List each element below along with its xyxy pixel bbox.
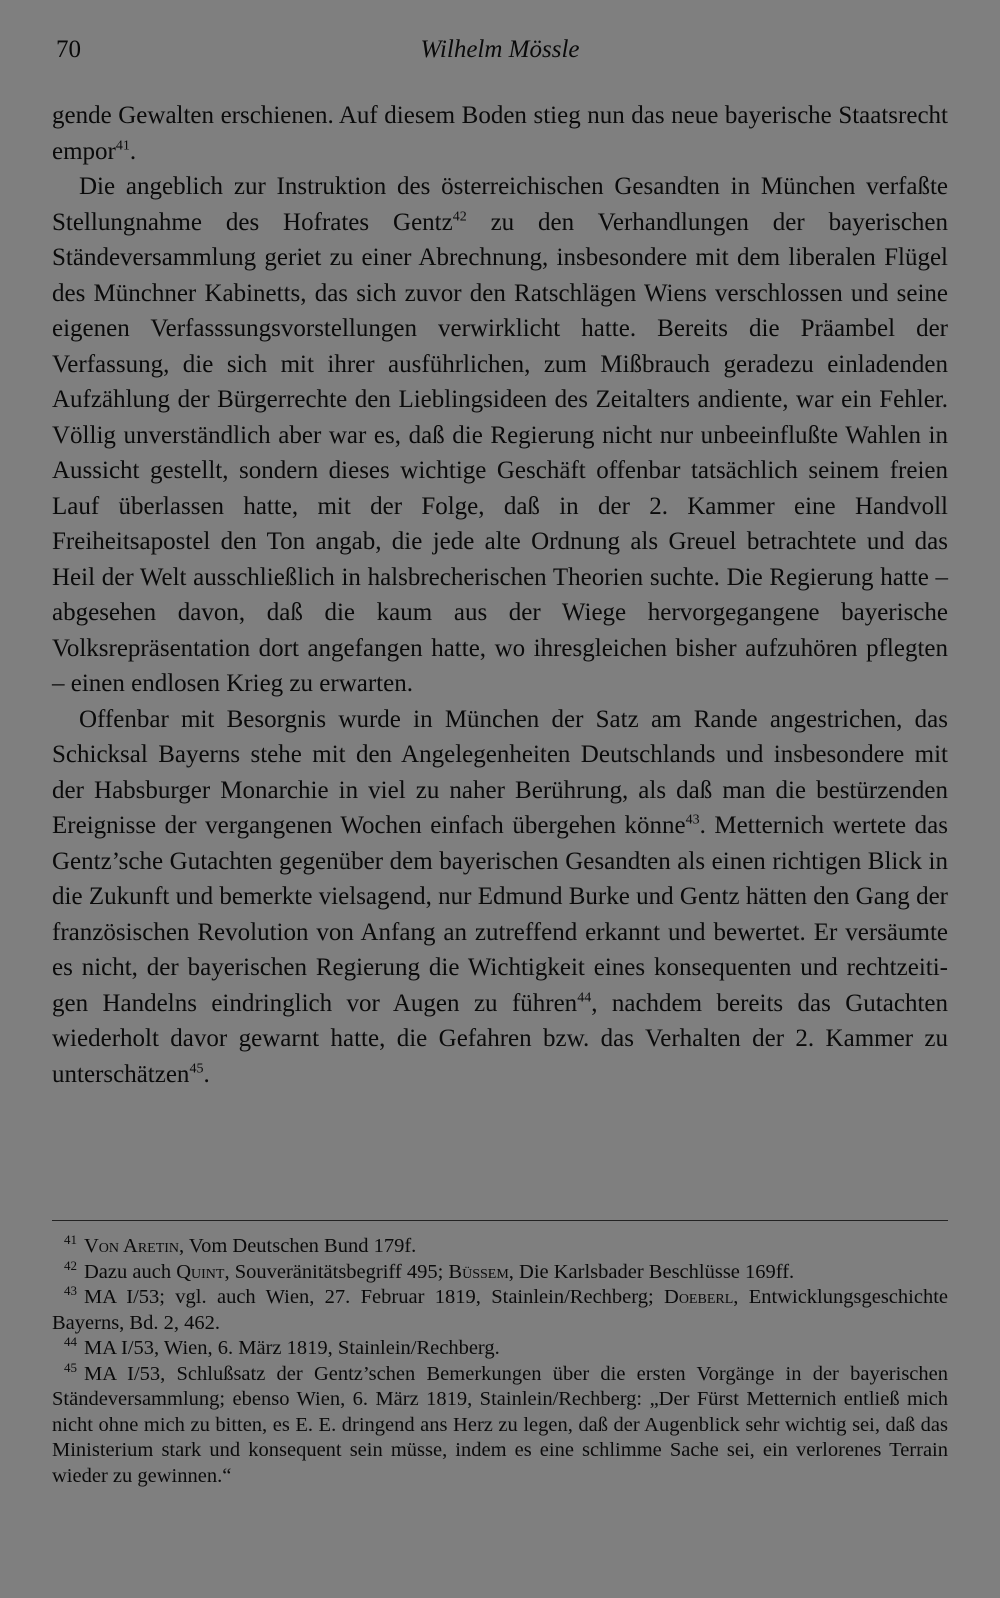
footnote-author: Quint [176, 1260, 225, 1283]
main-text [52, 98, 948, 1092]
footnote-41 [52, 1234, 948, 1260]
footnotes [52, 1234, 948, 1489]
paragraph-3-d: . [203, 1060, 210, 1088]
footnote-44 [52, 1336, 948, 1362]
footnote-text: , Entwicklungsgeschichte Bayerns, Bd. 2, 462. [52, 1286, 948, 1334]
footnote-ref-44[interactable]: 44 [577, 990, 592, 1006]
footnote-ref-41[interactable]: 41 [115, 138, 130, 154]
footnote-author: Von Aretin [84, 1235, 180, 1257]
footnote-text: , Die Karlsbader Beschlüsse 169ff. [508, 1260, 795, 1283]
paragraph-3-a: Offenbar mit Besorgnis wurde in München der Satz am Rande angestrichen, das Schicksal Bayerns stehe mit den Angelegenheiten Deutschlands und insbesondere mit der Habsburger Monarchie in viel zu naher Berührung, als daß man die bestürzenden Ereignisse der vergangenen Wochen einfach übergehen könne [52, 705, 948, 839]
footnote-pre: Dazu auch [84, 1260, 177, 1283]
paragraph-1-tail: . [129, 137, 137, 165]
footnote-ref-42[interactable]: 42 [452, 209, 467, 225]
paragraph-2-b: zu den Verhandlungen der bayerischen Ständeversammlung geriet zu einer Abrechnung, insbesondere mit dem liberalen Flügel des Münchner Kabinetts, das sich zuvor den Ratschlägen Wiens verschlossen und seine eigenen Verfasssungsvorstellungen verwirklicht hatte. Bereits die Präambel der Verfassung, die sich mit ihrer ausführlichen, zum Mißbrauch geradezu einladenden Aufzählung der Bürgerrechte den Lieblingsideen des Zeitalters andiente, war ein Fehler. Völlig unverständlich aber war es, daß die Regierung nicht nur unbeeinflußte Wahlen in Aussicht gestellt, sondern dieses wichtige Geschäft offenbar tatsächlich seinem freien Lauf überlassen hatte, mit der Folge, daß in der 2. Kammer eine Handvoll Freiheitsapostel den Ton angab, die jede alte Ordnung als Greuel betrachtete und das Heil der Welt ausschließlich in halsbrecherischen Theorien suchte. Die Regierung hatte – abgesehen davon, daß die kaum aus der Wiege hervorgegangene bayerische Volksrepräsentation dort angefangen hatte, wo ihresgleichen bisher aufzuhören pflegten – einen endlosen Krieg zu erwarten. [52, 208, 948, 697]
paragraph-2-a: Die angeblich zur Instruktion des österreichischen Gesandten in München verfaßte Stellungnahme des Hofrates Gentz [52, 173, 948, 236]
footnote-ref-45[interactable]: 45 [189, 1061, 204, 1077]
paragraph-3-b: . Metternich wertete das Gentz’sche Gutachten gegenüber dem bayerischen Gesandten als einen richtigen Blick in die Zukunft und bemerkte vielsagend, nur Edmund Burke und Gentz hätten den Gang der französischen Revolution von Anfang an zutreffend erkannt und bewertet. Er versäumte es nicht, der bayerischen Regierung die Wichtigkeit eines konsequenten und rechtzeitigen Handelns eindringlich vor Augen zu führen [52, 812, 948, 1017]
footnote-42 [52, 1257, 948, 1286]
running-head: Wilhelm Mössle [420, 36, 580, 63]
footnote-45 [52, 1359, 948, 1490]
paragraph-3 [52, 702, 948, 1093]
footnote-43 [52, 1285, 948, 1336]
paragraph-2 [52, 169, 948, 702]
footnote-text: MA I/53, Wien, 6. März 1819, Stainlein/Rechberg. [84, 1337, 500, 1359]
footnote-number: 41 [64, 1232, 77, 1248]
footnote-author-2: Büssem [448, 1260, 509, 1283]
paragraph-3-c: , nachdem bereits das Gutachten wiederholt davor gewarnt hatte, die Gefahren bzw. das Verhalten der 2. Kammer zu unterschätzen [52, 989, 948, 1088]
footnote-number: 42 [64, 1257, 77, 1273]
footnote-text: MA I/53, Schlußsatz der Gentz’schen Bemerkungen über die ersten Vorgänge in der bayerischen Ständeversammlung; ebenso Wien, 6. März 1819, Stainlein/Rechberg: „Der Fürst Metternich entließ mich nicht ohne mich zu bitten, es E. E. dringend ans Herz zu legen, daß der Augenblick sehr wichtig sei, daß das Ministerium stark und konsequent sein müsse, indem es eine schlimme Sache sei, ein verlorenes Terrain wieder zu gewinnen.“ [52, 1362, 948, 1487]
paragraph-1-text: gende Gewalten erschienen. Auf diesem Boden stieg nun das neue bayerische Staatsrecht empor [52, 102, 948, 165]
footnote-number: 43 [64, 1283, 77, 1299]
footnote-pre: MA I/53; vgl. auch Wien, 27. Februar 1819, Stainlein/Rechberg; [84, 1286, 665, 1308]
paragraph-1 [52, 98, 948, 169]
footnote-divider [52, 1220, 948, 1221]
footnote-number: 45 [64, 1359, 77, 1375]
page-number: 70 [56, 36, 81, 63]
footnote-text: , Vom Deutschen Bund 179f. [179, 1235, 417, 1257]
page-header [52, 36, 948, 72]
footnote-ref-43[interactable]: 43 [685, 812, 700, 828]
footnote-author: Doeberl [664, 1286, 734, 1308]
footnote-number: 44 [64, 1334, 77, 1350]
footnote-mid: , Souveränitätsbegriff 495; [224, 1260, 449, 1283]
